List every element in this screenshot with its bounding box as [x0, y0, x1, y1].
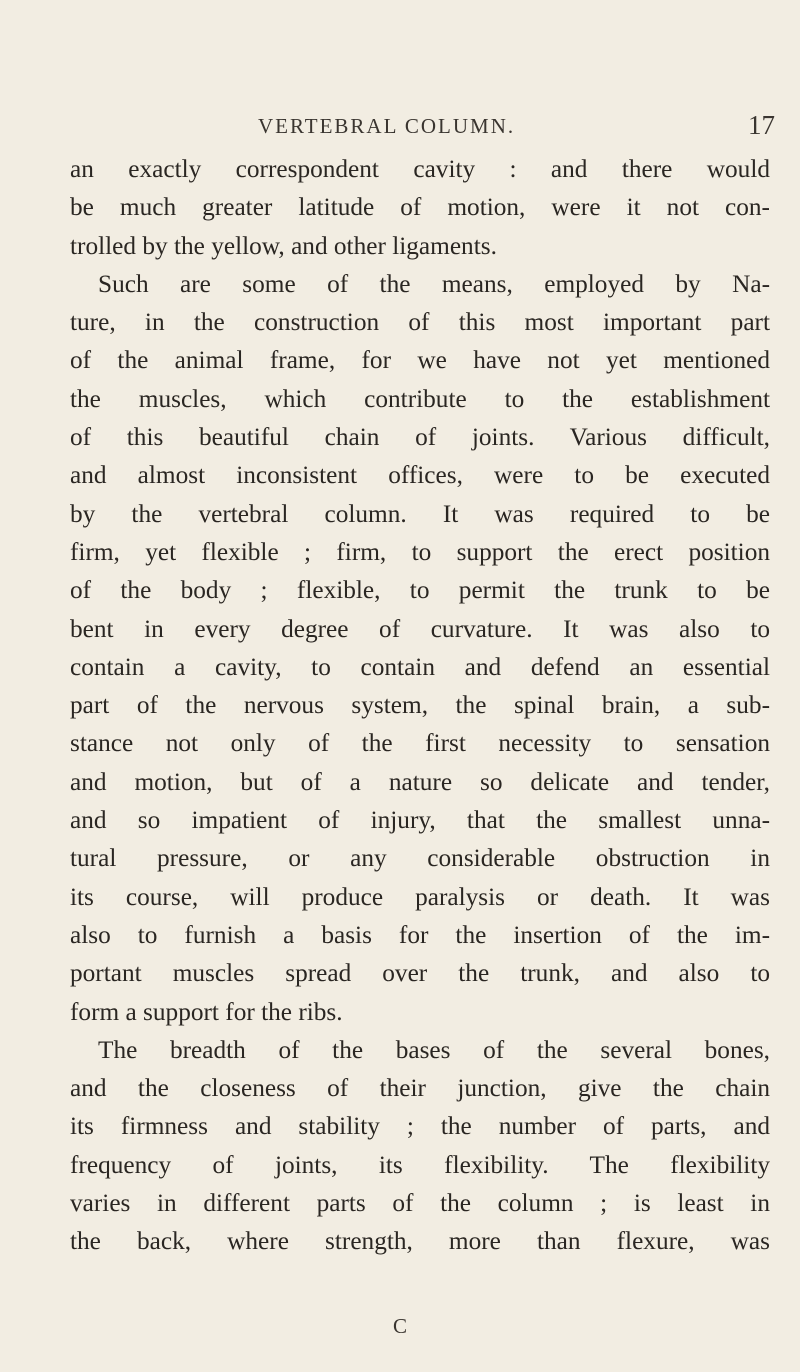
signature-mark: C	[393, 1314, 408, 1338]
text-line: of the animal frame, for we have not yet mentioned	[70, 346, 770, 375]
text-line: and almost inconsistent offices, were to be executed	[70, 461, 770, 490]
text-line: the muscles, which contribute to the establishment	[70, 384, 770, 413]
text-line: varies in different parts of the column ; is least in	[70, 1189, 770, 1218]
text-line: and motion, but of a nature so delicate and tender,	[70, 767, 770, 796]
text-line: tural pressure, or any considerable obstruction in	[70, 844, 770, 873]
text-line: trolled by the yellow, and other ligaments.	[70, 231, 497, 260]
text-line: form a support for the ribs.	[70, 997, 343, 1026]
text-line: ture, in the construction of this most important part	[70, 308, 770, 337]
text-line: an exactly correspondent cavity : and there would	[70, 155, 770, 183]
page-number: 17	[748, 110, 775, 140]
text-line: of this beautiful chain of joints. Various difficult,	[70, 423, 770, 452]
text-line: and so impatient of injury, that the smallest unna-	[70, 806, 770, 835]
text-line: portant muscles spread over the trunk, and also to	[70, 959, 770, 988]
text-line: firm, yet flexible ; firm, to support the erect position	[70, 537, 770, 566]
text-line: bent in every degree of curvature. It was also to	[70, 614, 770, 643]
text-line: its course, will produce paralysis or death. It was	[70, 882, 770, 911]
running-title: VERTEBRAL COLUMN.	[258, 114, 516, 138]
text-line: also to furnish a basis for the insertion of the im-	[70, 920, 770, 949]
text-line: frequency of joints, its flexibility. The flexibility	[70, 1150, 770, 1179]
text-line: The breadth of the bases of the several bones,	[98, 1035, 770, 1064]
text-line: its firmness and stability ; the number of parts, and	[70, 1112, 770, 1141]
running-head	[0, 110, 800, 150]
text-line: stance not only of the first necessity to sensation	[70, 729, 770, 758]
body-text	[70, 150, 770, 1261]
text-line: the back, where strength, more than flexure, was	[70, 1227, 770, 1256]
text-line: of the body ; flexible, to permit the trunk to be	[70, 576, 770, 605]
text-line: by the vertebral column. It was required to be	[70, 499, 770, 528]
text-line: part of the nervous system, the spinal brain, a sub-	[70, 691, 770, 720]
text-line: Such are some of the means, employed by Na-	[98, 269, 770, 298]
text-line: be much greater latitude of motion, were it not con-	[70, 193, 770, 222]
text-line: and the closeness of their junction, give the chain	[70, 1074, 770, 1103]
text-line: contain a cavity, to contain and defend an essential	[70, 652, 770, 681]
